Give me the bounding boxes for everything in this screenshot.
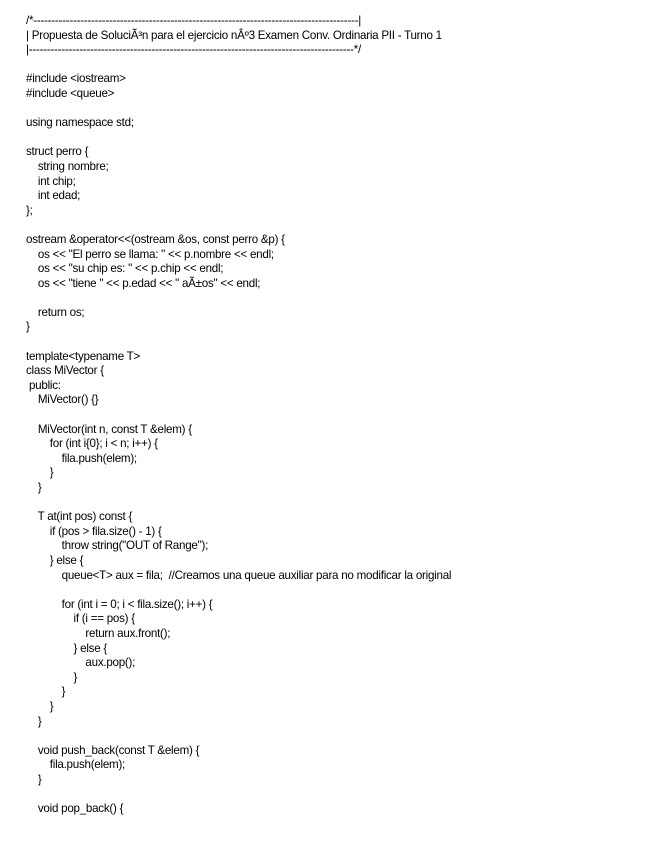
code-line [26,291,646,306]
code-line: queue<T> aux = fila; //Creamos una queue auxiliar para no modificar la original [26,568,452,582]
code-line [26,729,646,744]
code-line: | Propuesta de SoluciÃ³n para el ejercicio nÂº3 Examen Conv. Ordinaria PII - Turno 1 [26,28,442,42]
code-line: fila.push(elem); [26,451,137,465]
code-line: } [26,670,78,684]
code-line: string nombre; [26,159,109,173]
code-line: /*------------------------------------------------------------------------------------------| [26,14,361,27]
code-line: } [26,320,30,334]
code-line: throw string("OUT of Range"); [26,539,209,553]
code-line: template<typename T> [26,349,141,363]
code-line: int chip; [26,174,76,188]
code-line: } [26,685,66,699]
code-line: if (pos > fila.size() - 1) { [26,524,162,538]
code-line: } else { [26,641,107,655]
code-line [26,58,646,73]
code-line: }; [26,203,33,217]
code-line: } [26,481,42,494]
code-line [26,787,646,802]
code-line: T at(int pos) const { [26,510,133,524]
code-line: os << "su chip es: " << p.chip << endl; [26,262,224,276]
code-line [26,583,646,598]
code-line: aux.pop(); [26,656,136,670]
code-line: } [26,772,42,786]
code-line: class MiVector { [26,364,104,378]
code-line: } [26,714,42,728]
code-line: ostream &operator<<(ostream &os, const perro &p) { [26,232,285,246]
code-line: if (i == pos) { [26,612,135,626]
code-line: } else { [26,553,84,567]
code-line [26,102,646,117]
code-line: fila.push(elem); [26,758,126,772]
code-line: void push_back(const T &elem) { [26,743,200,757]
code-line: struct perro { [26,145,89,159]
code-line: return os; [26,305,85,319]
code-line: #include <queue> [26,86,115,100]
code-line: using namespace std; [26,116,134,130]
code-line: void pop_back() { [26,802,124,816]
code-line: MiVector(int n, const T &elem) { [26,422,192,436]
code-line: } [26,699,54,713]
code-line: for (int i = 0; i < fila.size(); i++) { [26,597,213,611]
code-line [26,408,646,423]
code-line: return aux.front(); [26,626,171,640]
code-line: public: [26,378,61,392]
code-line [26,496,646,511]
code-line: int edad; [26,189,81,203]
code-line: |------------------------------------------------------------------------------------------*/ [26,43,361,57]
code-line [26,131,646,146]
code-line [26,218,646,233]
code-line: os << "tiene " << p.edad << " aÃ±os" << endl; [26,276,261,290]
code-line: #include <iostream> [26,72,126,86]
code-line [26,335,646,350]
code-line: for (int i{0}; i < n; i++) { [26,437,158,451]
code-line: os << "El perro se llama: " << p.nombre << endl; [26,247,274,261]
code-line: MiVector() {} [26,393,99,407]
code-line: } [26,466,54,480]
code-listing [26,14,646,817]
